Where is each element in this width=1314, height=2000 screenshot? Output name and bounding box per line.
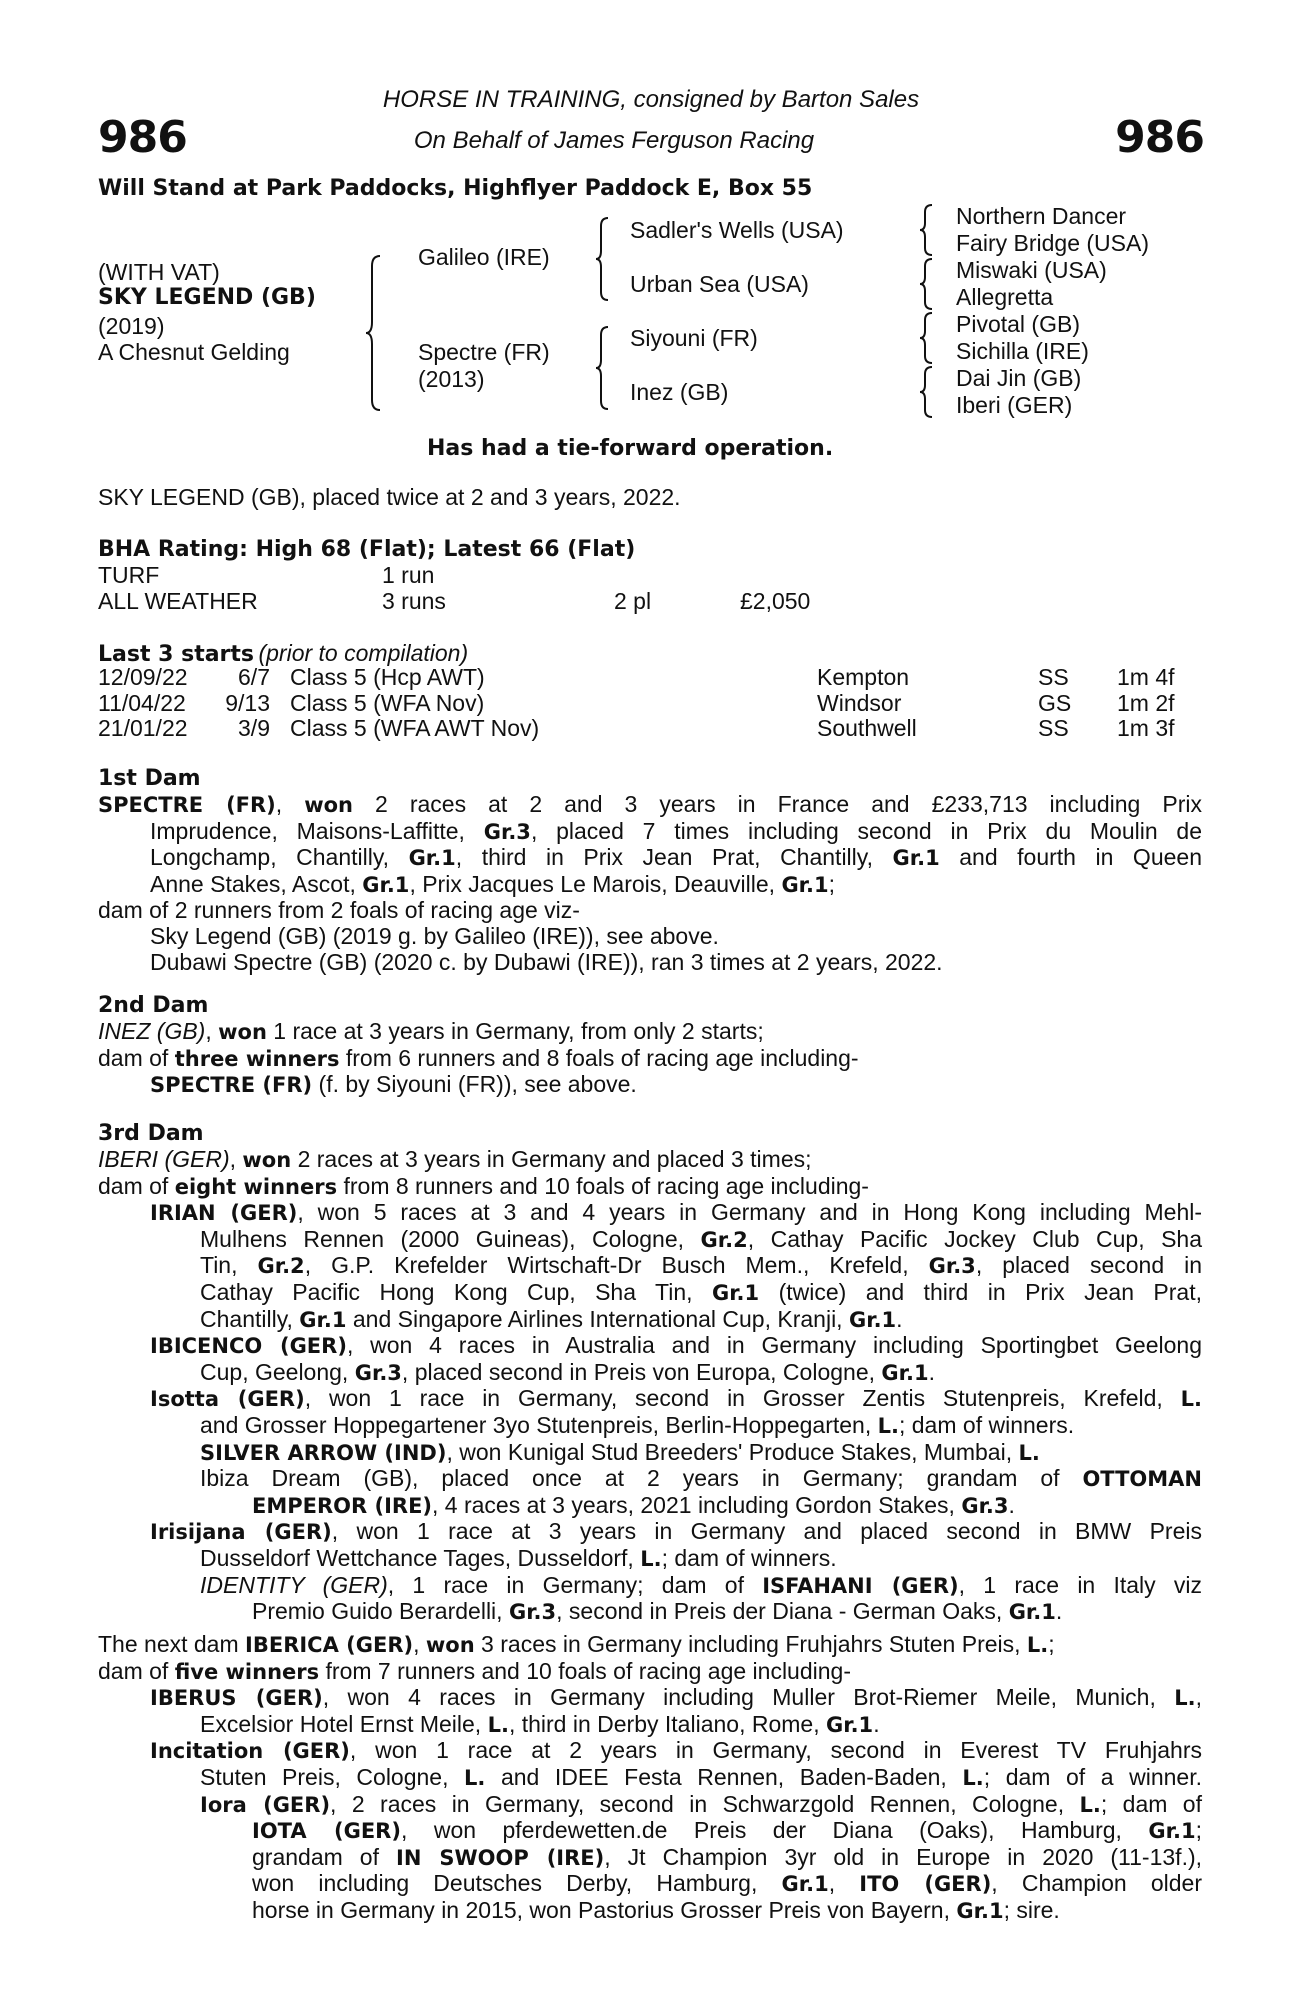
- start-dist: 1m 4f: [1117, 664, 1175, 690]
- bha-rating: BHA Rating: High 68 (Flat); Latest 66 (Flat): [98, 537, 636, 562]
- pedigree-bracket-g4: [920, 365, 938, 419]
- text-line: Ibiza Dream (GB), placed once at 2 years in Germany; grandam of OTTOMAN: [200, 1465, 1202, 1492]
- ancestor-2: Fairy Bridge (USA): [956, 230, 1149, 256]
- ancestor-5: Pivotal (GB): [956, 311, 1080, 337]
- pedigree-bracket-g2: [920, 257, 938, 311]
- text-line: Chantilly, Gr.1 and Singapore Airlines International Cup, Kranji, Gr.1.: [200, 1305, 903, 1332]
- vat-note: (WITH VAT): [98, 259, 220, 285]
- start-pos: 3/9: [238, 715, 270, 741]
- stand-location: Will Stand at Park Paddocks, Highflyer Paddock E, Box 55: [98, 176, 813, 201]
- turf-runs: 1 run: [382, 562, 435, 588]
- start-going: SS: [1038, 715, 1069, 741]
- first-dam-text: [98, 792, 1202, 975]
- text-line: dam of 2 runners from 2 foals of racing age viz-: [98, 897, 580, 924]
- start-pos: 9/13: [225, 689, 270, 716]
- text-line: The next dam IBERICA (GER), won 3 races in Germany including Fruhjahrs Stuten Preis, L.;: [98, 1631, 1055, 1657]
- ancestor-3: Miswaki (USA): [956, 257, 1107, 283]
- start-course: Southwell: [817, 715, 917, 741]
- start-dist: 1m 3f: [1117, 715, 1175, 741]
- aw-placed: 2 pl: [614, 588, 652, 614]
- start-race: Class 5 (Hcp AWT): [290, 664, 485, 690]
- behalf-line: On Behalf of James Ferguson Racing: [413, 127, 815, 154]
- text-line: IDENTITY (GER), 1 race in Germany; dam of ISFAHANI (GER), 1 race in Italy viz: [200, 1571, 1203, 1598]
- text-line: Iora (GER), 2 races in Germany, second in Schwarzgold Rennen, Cologne, L.; dam of: [200, 1790, 1202, 1817]
- operation-note: Has had a tie-forward operation.: [427, 436, 834, 461]
- second-dam-text: [98, 1019, 1202, 1099]
- horse-name: SKY LEGEND (GB): [98, 285, 316, 310]
- pedigree-bracket-g3: [920, 311, 938, 365]
- consignor-line: HORSE IN TRAINING, consigned by Barton Sales: [382, 86, 920, 113]
- dam: Spectre (FR): [418, 339, 550, 365]
- text-line: IBERI (GER), won 2 races at 3 years in Germany and placed 3 times;: [98, 1146, 812, 1172]
- text-line: Longchamp, Chantilly, Gr.1, third in Prix Jean Prat, Chantilly, Gr.1 and fourth in Queen: [150, 844, 1202, 871]
- start-date: 11/04/22: [98, 689, 186, 716]
- text-line: IRIAN (GER), won 5 races at 3 and 4 years in Germany and in Hong Kong including Mehl-: [150, 1199, 1203, 1226]
- first-dam-heading: 1st Dam: [98, 766, 201, 791]
- race-summary: SKY LEGEND (GB), placed twice at 2 and 3 years, 2022.: [98, 484, 681, 510]
- start-date: 21/01/22: [98, 715, 188, 741]
- sire-sire: Sadler's Wells (USA): [630, 217, 844, 243]
- text-line: grandam of IN SWOOP (IRE), Jt Champion 3yr old in Europe in 2020 (11-13f.),: [252, 1843, 1203, 1870]
- horse-year: (2019): [98, 313, 165, 339]
- start-race: Class 5 (WFA Nov): [290, 689, 485, 716]
- text-line: Dusseldorf Wettchance Tages, Dusseldorf, L.; dam of winners.: [200, 1544, 837, 1571]
- pedigree-bracket-sire: [596, 216, 616, 302]
- text-line: Tin, Gr.2, G.P. Krefelder Wirtschaft-Dr Busch Mem., Krefeld, Gr.3, placed second in: [200, 1252, 1203, 1279]
- third-dam-text: [98, 1147, 1202, 1626]
- text-line: Excelsior Hotel Ernst Meile, L., third in Derby Italiano, Rome, Gr.1.: [200, 1710, 880, 1737]
- text-line: Isotta (GER), won 1 race in Germany, second in Grosser Zentis Stutenpreis, Krefeld, L.: [150, 1385, 1202, 1412]
- text-line: Imprudence, Maisons-Laffitte, Gr.3, placed 7 times including second in Prix du Moulin de: [150, 817, 1202, 844]
- start-dist: 1m 2f: [1117, 689, 1175, 716]
- pedigree-bracket-dam: [596, 325, 616, 411]
- aw-label: ALL WEATHER: [98, 588, 258, 614]
- text-line: IBICENCO (GER), won 4 races in Australia and in Germany including Sportingbet Geelong: [150, 1332, 1202, 1359]
- text-line: dam of five winners from 7 runners and 10 foals of racing age including-: [98, 1657, 851, 1684]
- text-line: horse in Germany in 2015, won Pastorius Grosser Preis von Bayern, Gr.1; sire.: [252, 1896, 1060, 1923]
- start-race: Class 5 (WFA AWT Nov): [290, 715, 540, 741]
- dam-sire: Siyouni (FR): [630, 325, 758, 351]
- text-line: EMPEROR (IRE), 4 races at 3 years, 2021 including Gordon Stakes, Gr.3.: [252, 1491, 1015, 1518]
- next-dam-text: [98, 1632, 1202, 1925]
- text-line: Anne Stakes, Ascot, Gr.1, Prix Jacques Le Marois, Deauville, Gr.1;: [150, 870, 836, 897]
- sire-dam: Urban Sea (USA): [630, 271, 809, 297]
- ancestor-7: Dai Jin (GB): [956, 365, 1082, 391]
- lot-number-right: 986: [1115, 112, 1204, 163]
- text-line: SILVER ARROW (IND), won Kunigal Stud Breeders' Produce Stakes, Mumbai, L.: [200, 1438, 1040, 1465]
- dam-year: (2013): [418, 366, 485, 392]
- text-line: SPECTRE (FR) (f. by Siyouni (FR)), see above.: [150, 1071, 637, 1098]
- text-line: Cup, Geelong, Gr.3, placed second in Preis von Europa, Cologne, Gr.1.: [200, 1358, 935, 1385]
- third-dam-heading: 3rd Dam: [98, 1121, 204, 1146]
- text-line: dam of eight winners from 8 runners and 10 foals of racing age including-: [98, 1172, 869, 1199]
- pedigree-bracket-main: [366, 254, 396, 412]
- pedigree-bracket-g1: [920, 203, 938, 257]
- text-line: Stuten Preis, Cologne, L. and IDEE Festa Rennen, Baden-Baden, L.; dam of a winner.: [200, 1763, 1202, 1790]
- text-line: won including Deutsches Derby, Hamburg, Gr.1, ITO (GER), Champion older: [252, 1870, 1202, 1897]
- aw-prize: £2,050: [740, 588, 811, 614]
- start-going: SS: [1038, 664, 1069, 690]
- text-line: IBERUS (GER), won 4 races in Germany including Muller Brot-Riemer Meile, Munich, L.,: [150, 1684, 1202, 1711]
- second-dam-heading: 2nd Dam: [98, 993, 209, 1018]
- ancestor-6: Sichilla (IRE): [956, 338, 1089, 364]
- start-date: 12/09/22: [98, 664, 188, 690]
- text-line: Dubawi Spectre (GB) (2020 c. by Dubawi (IRE)), ran 3 times at 2 years, 2022.: [150, 948, 943, 975]
- aw-runs: 3 runs: [382, 588, 446, 614]
- ancestor-8: Iberi (GER): [956, 392, 1073, 418]
- text-line: Sky Legend (GB) (2019 g. by Galileo (IRE)), see above.: [150, 922, 719, 949]
- text-line: INEZ (GB), won 1 race at 3 years in Germany, from only 2 starts;: [98, 1018, 764, 1044]
- text-line: IOTA (GER), won pferdewetten.de Preis der Diana (Oaks), Hamburg, Gr.1;: [252, 1817, 1202, 1844]
- text-line: SPECTRE (FR), won 2 races at 2 and 3 years in France and £233,713 including Prix: [98, 791, 1202, 817]
- dam-dam: Inez (GB): [630, 379, 729, 405]
- text-line: dam of three winners from 6 runners and 8 foals of racing age including-: [98, 1044, 859, 1071]
- sire: Galileo (IRE): [418, 244, 550, 270]
- text-line: Irisijana (GER), won 1 race at 3 years in Germany and placed second in BMW Preis: [150, 1518, 1202, 1545]
- start-course: Windsor: [817, 689, 902, 716]
- horse-description: A Chesnut Gelding: [98, 339, 290, 365]
- text-line: Premio Guido Berardelli, Gr.3, second in Preis der Diana - German Oaks, Gr.1.: [252, 1598, 1063, 1625]
- ancestor-1: Northern Dancer: [956, 203, 1127, 229]
- last-starts-heading: Last 3 starts (prior to compilation): [98, 640, 469, 667]
- start-going: GS: [1038, 689, 1072, 716]
- turf-label: TURF: [98, 562, 160, 588]
- text-line: Mulhens Rennen (2000 Guineas), Cologne, Gr.2, Cathay Pacific Jockey Club Cup, Sha: [200, 1225, 1202, 1252]
- ancestor-4: Allegretta: [956, 284, 1054, 310]
- text-line: Cathay Pacific Hong Kong Cup, Sha Tin, Gr.1 (twice) and third in Prix Jean Prat,: [200, 1278, 1202, 1305]
- start-pos: 6/7: [238, 664, 270, 690]
- lot-number-left: 986: [98, 112, 187, 163]
- text-line: and Grosser Hoppegartener 3yo Stutenpreis, Berlin-Hoppegarten, L.; dam of winners.: [200, 1411, 1075, 1438]
- text-line: Incitation (GER), won 1 race at 2 years in Germany, second in Everest TV Fruhjahrs: [150, 1737, 1202, 1764]
- start-course: Kempton: [817, 664, 910, 690]
